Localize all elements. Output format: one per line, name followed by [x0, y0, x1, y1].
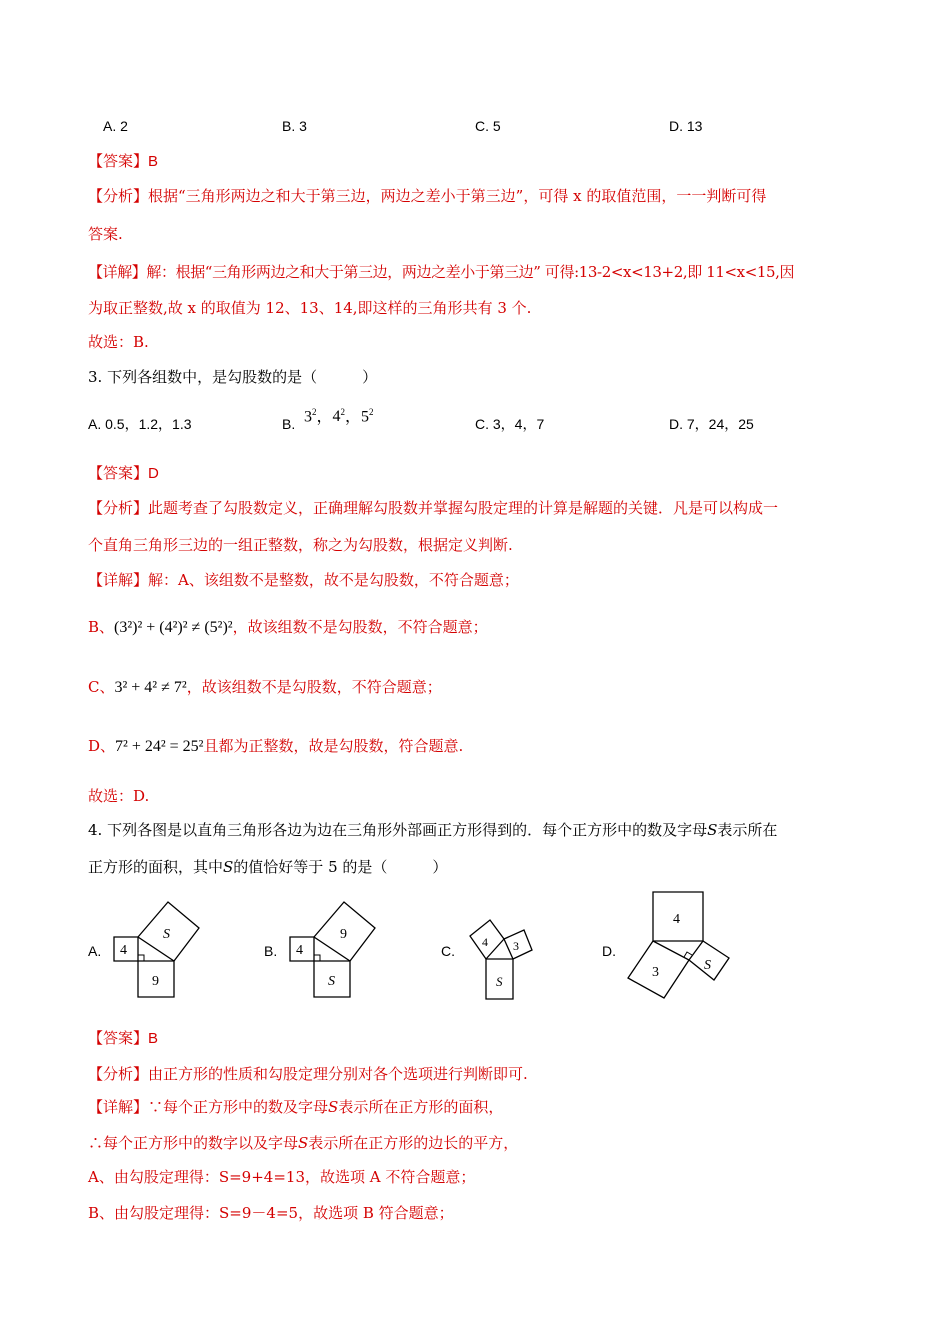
q3-option-a: A. 0.5，1.2，1.3 [88, 416, 192, 432]
q2-detail-cont: 为取正整数,故 x 的取值为 12、13、14,即这样的三角形共有 3 个. [88, 299, 532, 317]
figure-d-leg: S [704, 958, 711, 973]
q3-option-b-values: $3^2$，$4^2$，$5^2$ [304, 407, 374, 426]
q3-detail-c: C、3² + 4² ≠ 7²，故该组数不是勾股数，不符合题意； [88, 678, 442, 696]
q4-answer: 【答案】B [88, 1029, 159, 1047]
q4-detail-b: B、由勾股定理得：S=9－4=5，故选项 B 符合题意； [88, 1204, 454, 1222]
figure-a-hyp: S [163, 927, 170, 942]
q3-analysis-cont: 个直角三角形三边的一组正整数，称之为勾股数，根据定义判断. [88, 536, 513, 554]
q4-detail-a: A、由勾股定理得：S=9+4=13，故选项 A 不符合题意； [88, 1168, 476, 1186]
figure-b-leg: S [328, 974, 335, 989]
q2-analysis-cont: 答案. [88, 225, 123, 243]
figure-c-leg: S [496, 974, 503, 989]
q2-option-d: D. 13 [669, 118, 703, 134]
q3-choice: 故选：D. [88, 787, 150, 805]
q2-answer: 【答案】B [88, 152, 159, 170]
figure-c-hyp: 3 [513, 939, 519, 953]
q3-detail-d: D、7² + 24² = 25²且都为正整数，故是勾股数，符合题意. [88, 737, 464, 755]
q2-detail: 【详解】解：根据“三角形两边之和大于第三边，两边之差小于第三边” 可得:13-2<x<13+2,即 11<x<15,因 [88, 263, 795, 281]
figure-b-small: 4 [296, 943, 303, 958]
figure-c [466, 910, 551, 1005]
q3-detail: 【详解】解：A、该组数不是整数，故不是勾股数，不符合题意； [88, 571, 519, 589]
figure-b-hyp: 9 [340, 927, 347, 942]
figure-b [284, 900, 379, 1005]
q2-analysis: 【分析】根据“三角形两边之和大于第三边，两边之差小于第三边”，可得 x 的取值范围，一一判断可得 [88, 187, 767, 205]
q2-option-a: A. 2 [103, 118, 128, 134]
figure-a [108, 900, 203, 1005]
q4-detail: 【详解】∵每个正方形中的数及字母S表示所在正方形的面积， [88, 1098, 504, 1116]
figure-c-small: 4 [482, 935, 488, 949]
q3-answer: 【答案】D [88, 464, 159, 482]
figure-a-leg: 9 [152, 974, 159, 989]
q2-choice: 故选：B. [88, 333, 149, 351]
q3-stem: 3. 下列各组数中，是勾股数的是（ ） [88, 368, 378, 386]
q3-detail-b: B、(3²)² + (4²)² ≠ (5²)²，故该组数不是勾股数，不符合题意； [88, 618, 488, 636]
figure-d [622, 888, 734, 1000]
q3-option-c: C. 3，4，7 [475, 416, 545, 432]
q3-option-b-label: B. [282, 416, 296, 432]
q2-option-b: B. 3 [282, 118, 307, 134]
q4-stem: 4. 下列各图是以直角三角形各边为边在三角形外部画正方形得到的．每个正方形中的数及字母S表示所在 [88, 821, 778, 839]
q4-stem-cont: 正方形的面积，其中S的值恰好等于 5 的是（ ） [88, 858, 448, 876]
figure-a-label: A. [88, 943, 102, 959]
figure-a-small: 4 [120, 943, 127, 958]
figure-d-small: 4 [673, 912, 680, 927]
q3-option-d: D. 7，24，25 [669, 416, 754, 432]
figure-d-label: D. [602, 943, 616, 959]
figure-b-label: B. [264, 943, 278, 959]
figure-d-hyp: 3 [652, 965, 659, 980]
q2-option-c: C. 5 [475, 118, 501, 134]
q4-detail-cont: ∴每个正方形中的数字以及字母S表示所在正方形的边长的平方， [88, 1134, 519, 1152]
figure-c-label: C. [441, 943, 455, 959]
q4-analysis: 【分析】由正方形的性质和勾股定理分别对各个选项进行判断即可. [88, 1065, 528, 1083]
q3-analysis: 【分析】此题考查了勾股数定义，正确理解勾股数并掌握勾股定理的计算是解题的关键．凡是可以构成一 [88, 499, 779, 517]
